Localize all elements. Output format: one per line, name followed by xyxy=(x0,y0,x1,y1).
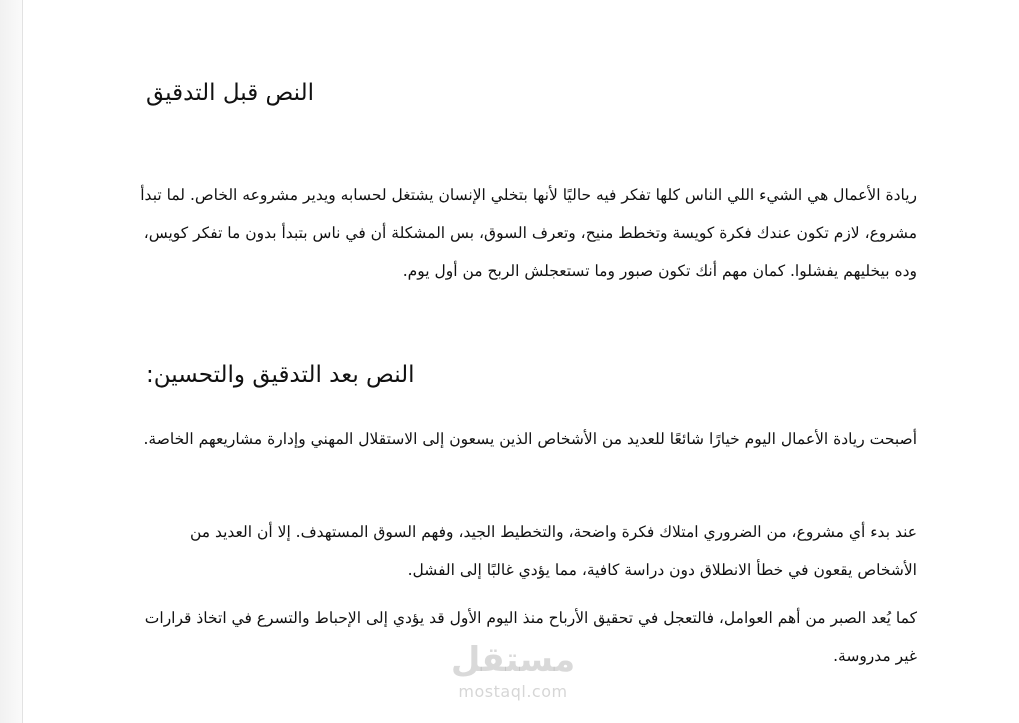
watermark-arabic-logo: مستقل xyxy=(450,640,576,680)
watermark-domain: mostaql.com xyxy=(458,682,568,701)
paragraph-revised-3: كما يُعد الصبر من أهم العوامل، فالتعجل في تحقيق الأرباح منذ اليوم الأول قد يؤدي إلى الإحباط والتسرع في اتخاذ قرارات غير مدروسة. xyxy=(144,609,917,665)
paragraph-original: ريادة الأعمال هي الشيء اللي الناس كلها تفكر فيه حاليًا لأنها بتخلي الإنسان يشتغل لحسابه ويدير مشروعه الخاص. لما تبدأ مشروع، لازم تكون عندك فكرة كويسة وتخطط منيح، وتعرف السوق، بس المشكلة أن في ناس بتبدأ بدون ما تفكر كويس، وده بيخليهم يفشلوا. كمان مهم أنك تكون صبور وما تستعجلش الربح من أول يوم. xyxy=(140,186,917,280)
page-margin-shadow xyxy=(0,0,22,723)
heading-after-proofreading: :النص بعد التدقيق والتحسين xyxy=(146,362,415,388)
paragraph-revised-2: عند بدء أي مشروع، من الضروري امتلاك فكرة واضحة، والتخطيط الجيد، وفهم السوق المستهدف. إلا أن العديد من الأشخاص يقعون في خطأ الانطلاق دون دراسة كافية، مما يؤدي غالبًا إلى الفشل. xyxy=(189,523,917,579)
page-left-edge xyxy=(22,0,23,723)
document-page xyxy=(130,0,917,723)
heading-before-proofreading: النص قبل التدقيق xyxy=(146,80,315,106)
paragraph-revised-1: أصبحت ريادة الأعمال اليوم خيارًا شائعًا للعديد من الأشخاص الذين يسعون إلى الاستقلال المهني وإدارة مشاريعهم الخاصة. xyxy=(143,430,917,448)
